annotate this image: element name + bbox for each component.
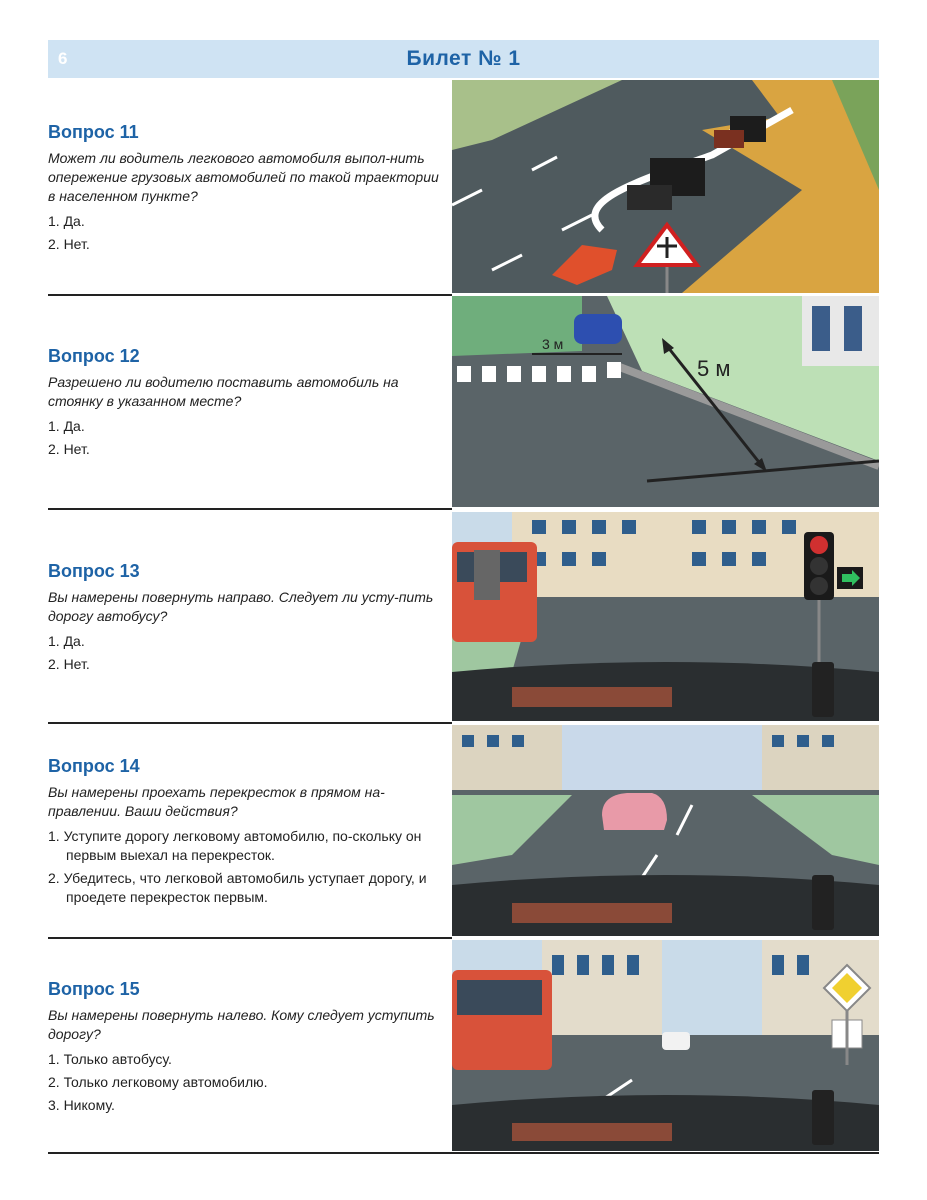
question-text: Разрешено ли водителю поставить автомобиль на стоянку в указанном месте? [48, 374, 399, 409]
page-header [48, 40, 879, 78]
answer-option[interactable]: 2. Только легковому автомобилю. [48, 1074, 268, 1090]
question-13-illustration [452, 512, 879, 721]
distance-label-3m: 3 м [542, 336, 564, 352]
question-title: Вопрос 11 [48, 122, 139, 142]
question-title: Вопрос 12 [48, 346, 140, 366]
answer-list [48, 212, 448, 254]
question-11 [48, 122, 448, 258]
divider [48, 937, 452, 939]
ticket-title: Билет № 1 [406, 47, 521, 70]
question-title: Вопрос 15 [48, 979, 140, 999]
question-text: Вы намерены проехать перекресток в прямом на-правлении. Ваши действия? [48, 784, 385, 819]
answer-option[interactable]: 2. Убедитесь, что легковой автомобиль уступает дорогу, и проедете перекресток первым. [48, 870, 427, 905]
question-11-illustration [452, 80, 879, 293]
answer-option[interactable]: 1. Да. [48, 633, 85, 649]
question-14-illustration [452, 725, 879, 936]
question-title: Вопрос 13 [48, 561, 140, 581]
question-13 [48, 561, 448, 678]
answer-option[interactable]: 2. Нет. [48, 236, 90, 252]
divider [48, 722, 452, 724]
question-text: Вы намерены повернуть налево. Кому следует уступить дорогу? [48, 1007, 435, 1042]
answer-option[interactable]: 1. Да. [48, 213, 85, 229]
question-text: Вы намерены повернуть направо. Следует ли усту-пить дорогу автобусу? [48, 589, 434, 624]
distance-label-5m: 5 м [697, 356, 731, 381]
answer-list [48, 827, 448, 907]
answer-option[interactable]: 3. Никому. [48, 1097, 115, 1113]
answer-option[interactable]: 1. Да. [48, 418, 85, 434]
answer-list [48, 632, 448, 674]
divider [48, 508, 452, 510]
divider [48, 1152, 879, 1154]
question-text: Может ли водитель легкового автомобиля выпол-нить опережение грузовых автомобилей по такой траектории в населенном пункте? [48, 150, 439, 204]
answer-option[interactable]: 1. Только автобусу. [48, 1051, 172, 1067]
answer-list [48, 417, 448, 459]
question-title: Вопрос 14 [48, 756, 140, 776]
divider [48, 294, 452, 296]
question-15 [48, 979, 448, 1119]
answer-option[interactable]: 2. Нет. [48, 656, 90, 672]
question-12-illustration [452, 296, 879, 507]
question-15-illustration [452, 940, 879, 1151]
answer-option[interactable]: 1. Уступите дорогу легковому автомобилю, по-скольку он первым выехал на перекресток. [48, 828, 422, 863]
question-12 [48, 346, 448, 463]
answer-option[interactable]: 2. Нет. [48, 441, 90, 457]
page-number: 6 [58, 49, 68, 68]
answer-list [48, 1050, 448, 1115]
question-14 [48, 756, 448, 911]
